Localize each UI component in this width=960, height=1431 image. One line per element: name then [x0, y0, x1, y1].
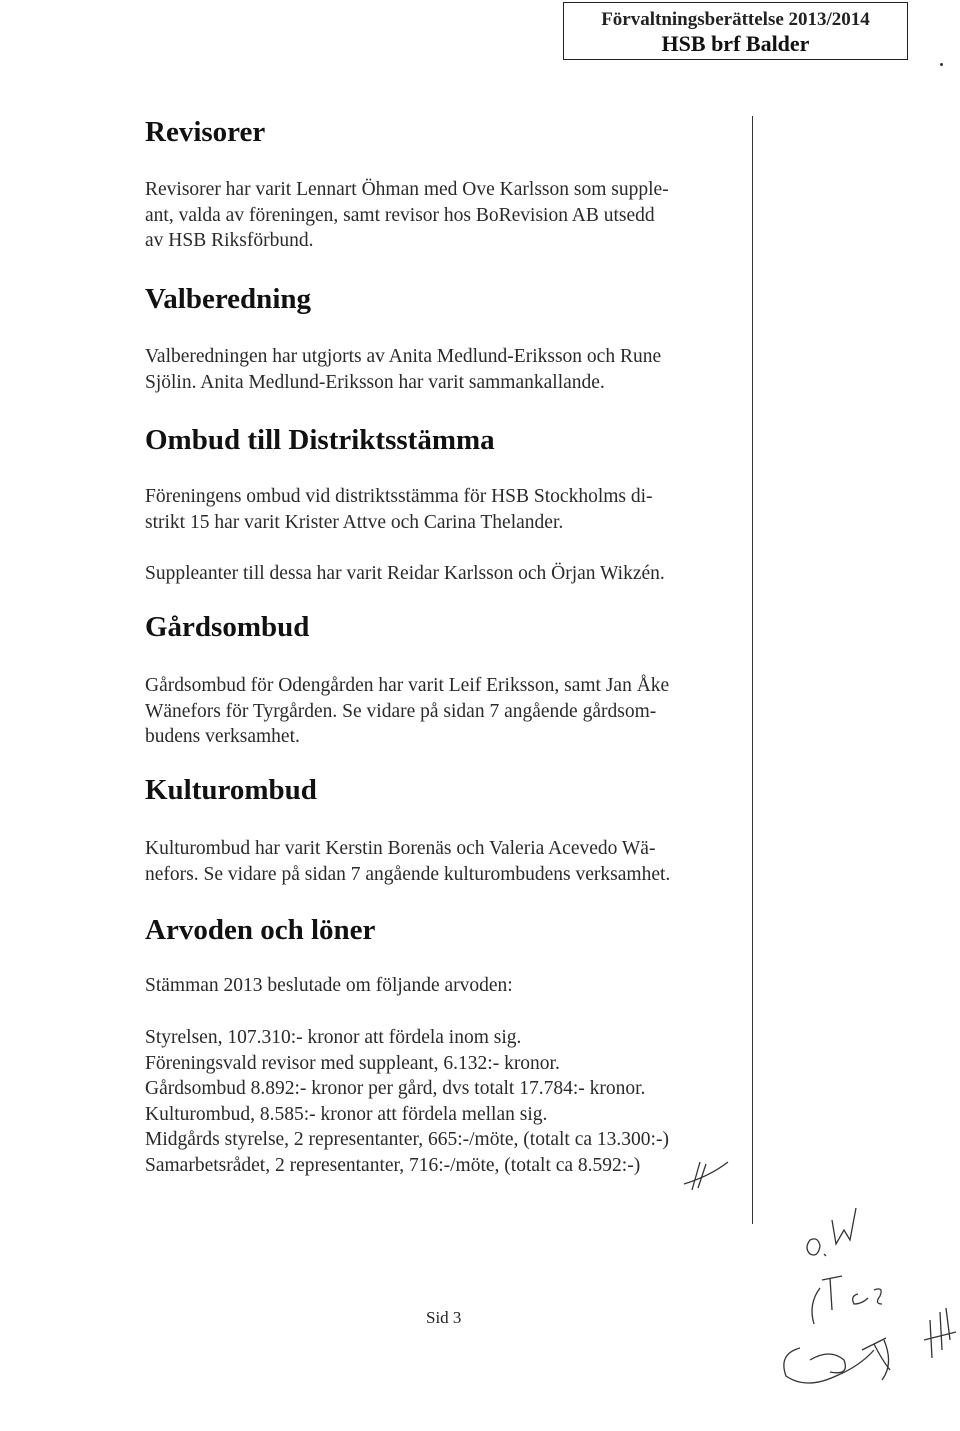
- page-number: Sid 3: [426, 1308, 462, 1327]
- heading-kulturombud: Kulturombud: [145, 774, 317, 806]
- text-ombud: Föreningens ombud vid distriktsstämma för HSB Stockholms di- strikt 15 har varit Krister Attve och Carina Thelander.: [145, 486, 653, 533]
- document-header: [563, 2, 908, 60]
- text-suppleanter: Suppleanter till dessa har varit Reidar Karlsson och Örjan Wikzén.: [145, 563, 665, 584]
- heading-valberedning: Valberedning: [145, 283, 311, 315]
- fee-line: Kulturombud, 8.585:- kronor att fördela mellan sig.: [145, 1103, 548, 1125]
- fee-line: Styrelsen, 107.310:- kronor att fördela inom sig.: [145, 1027, 522, 1048]
- text-gardsombud: Gårdsombud för Odengården har varit Leif Eriksson, samt Jan Åke Wänefors för Tyrgården. Se vidare på sidan 7 angående gårdsom- budens verksamhet.: [145, 675, 670, 747]
- text-arvoden-intro: Stämman 2013 beslutade om följande arvoden:: [145, 975, 513, 996]
- header-organization: HSB brf Balder: [661, 31, 810, 56]
- handwritten-initials: [670, 1150, 730, 1200]
- margin-rule: [752, 116, 753, 1224]
- handwritten-signatures: [770, 1200, 960, 1400]
- text-valberedning: Valberedningen har utgjorts av Anita Medlund-Eriksson och Rune Sjölin. Anita Medlund-Eriksson har varit sammankallande.: [145, 346, 662, 393]
- speck: [940, 63, 943, 66]
- heading-arvoden: Arvoden och löner: [145, 914, 376, 946]
- heading-ombud: Ombud till Distriktsstämma: [145, 424, 495, 456]
- text-kulturombud: Kulturombud har varit Kerstin Borenäs och Valeria Acevedo Wä- nefors. Se vidare på sidan 7 angående kulturombudens verksamhet.: [145, 838, 671, 885]
- header-title: Förvaltningsberättelse 2013/2014: [601, 9, 870, 30]
- fee-line: Midgårds styrelse, 2 representanter, 665:-/möte, (totalt ca 13.300:-): [145, 1129, 669, 1150]
- heading-revisorer: Revisorer: [145, 116, 266, 148]
- fee-line: Gårdsombud 8.892:- kronor per gård, dvs totalt 17.784:- kronor.: [145, 1078, 646, 1099]
- fee-line: Samarbetsrådet, 2 representanter, 716:-/möte, (totalt ca 8.592:-): [145, 1154, 641, 1176]
- text-revisorer: Revisorer har varit Lennart Öhman med Ove Karlsson som supple- ant, valda av föreningen, samt revisor hos BoRevision AB utsedd av HSB Riksförbund.: [145, 179, 669, 251]
- heading-gardsombud: Gårdsombud: [145, 611, 310, 643]
- fee-line: Föreningsvald revisor med suppleant, 6.132:- kronor.: [145, 1052, 560, 1074]
